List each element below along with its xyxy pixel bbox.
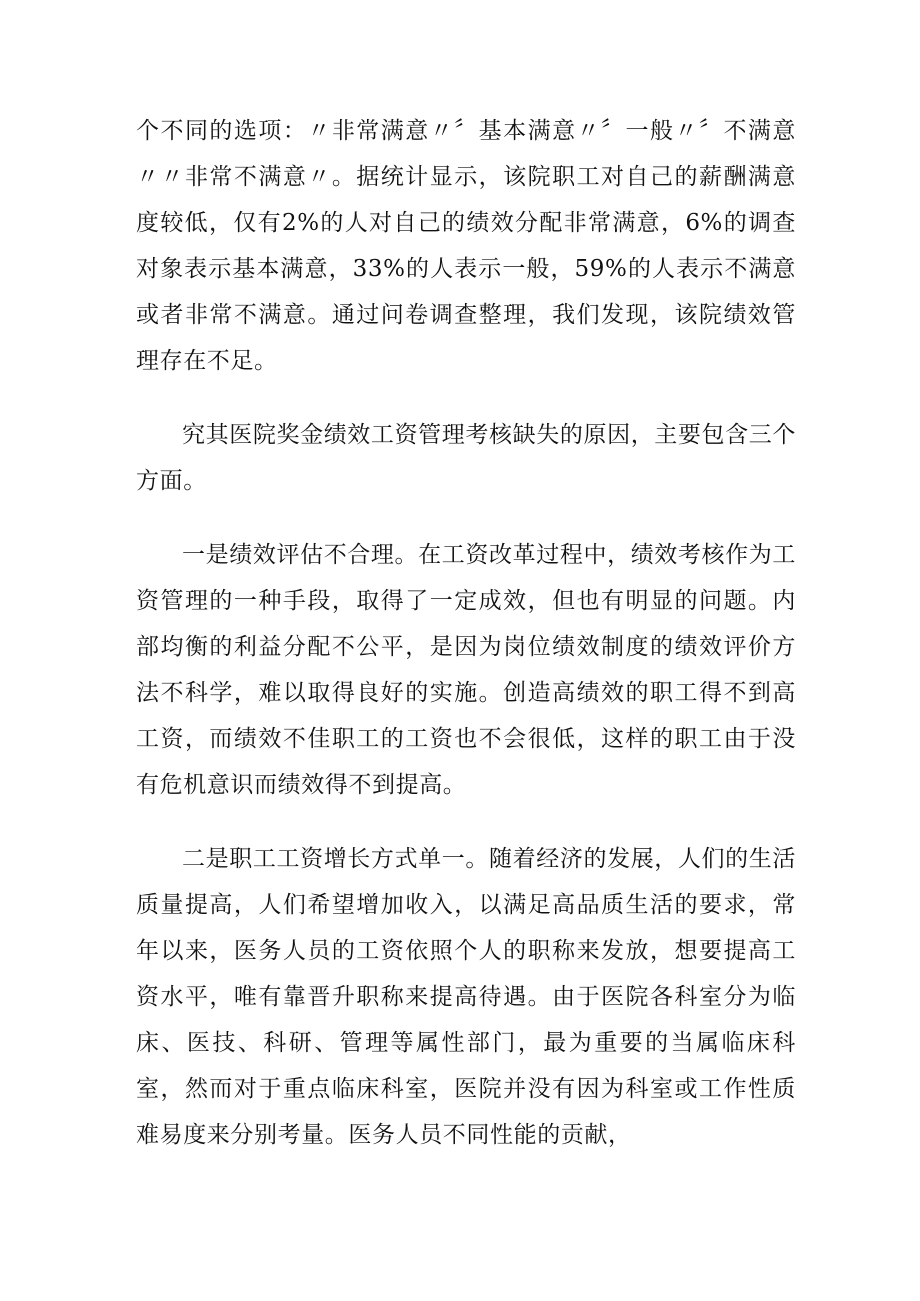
paragraph-causes-intro: 究其医院奖金绩效工资管理考核缺失的原因，主要包含三个方面。 [136, 422, 796, 494]
paragraph-continuation: 个不同的选项：〃非常满意〃〞基本满意〃〞一般〃〞不满意〃〃非常不满意〃。据统计显示，该院职工对自己的薪酬满意度较低，仅有2%的人对自己的绩效分配非常满意，6%的调查对象表示基本满意，33%的人表示一般，59%的人表示不满意或者非常不满意。通过问卷调查整理，我们发现，该院绩效管理存在不足。 [136, 118, 796, 374]
document-body [136, 108, 796, 1186]
paragraph-cause-two: 二是职工工资增长方式单一。随着经济的发展，人们的生活质量提高，人们希望增加收入，以满足高品质生活的要求，常年以来，医务人员的工资依照个人的职称来发放，想要提高工资水平，唯有靠晋升职称来提高待遇。由于医院各科室分为临床、医技、科研、管理等属性部门，最为重要的当属临床科室，然而对于重点临床科室，医院并没有因为科室或工作性质难易度来分别考量。医务人员不同性能的贡献， [136, 846, 796, 1148]
paragraph-cause-one: 一是绩效评估不合理。在工资改革过程中，绩效考核作为工资管理的一种手段，取得了一定成效，但也有明显的问题。内部均衡的利益分配不公平，是因为岗位绩效制度的绩效评价方法不科学，难以取得良好的实施。创造高绩效的职工得不到高工资，而绩效不佳职工的工资也不会很低，这样的职工由于没有危机意识而绩效得不到提高。 [136, 542, 796, 798]
